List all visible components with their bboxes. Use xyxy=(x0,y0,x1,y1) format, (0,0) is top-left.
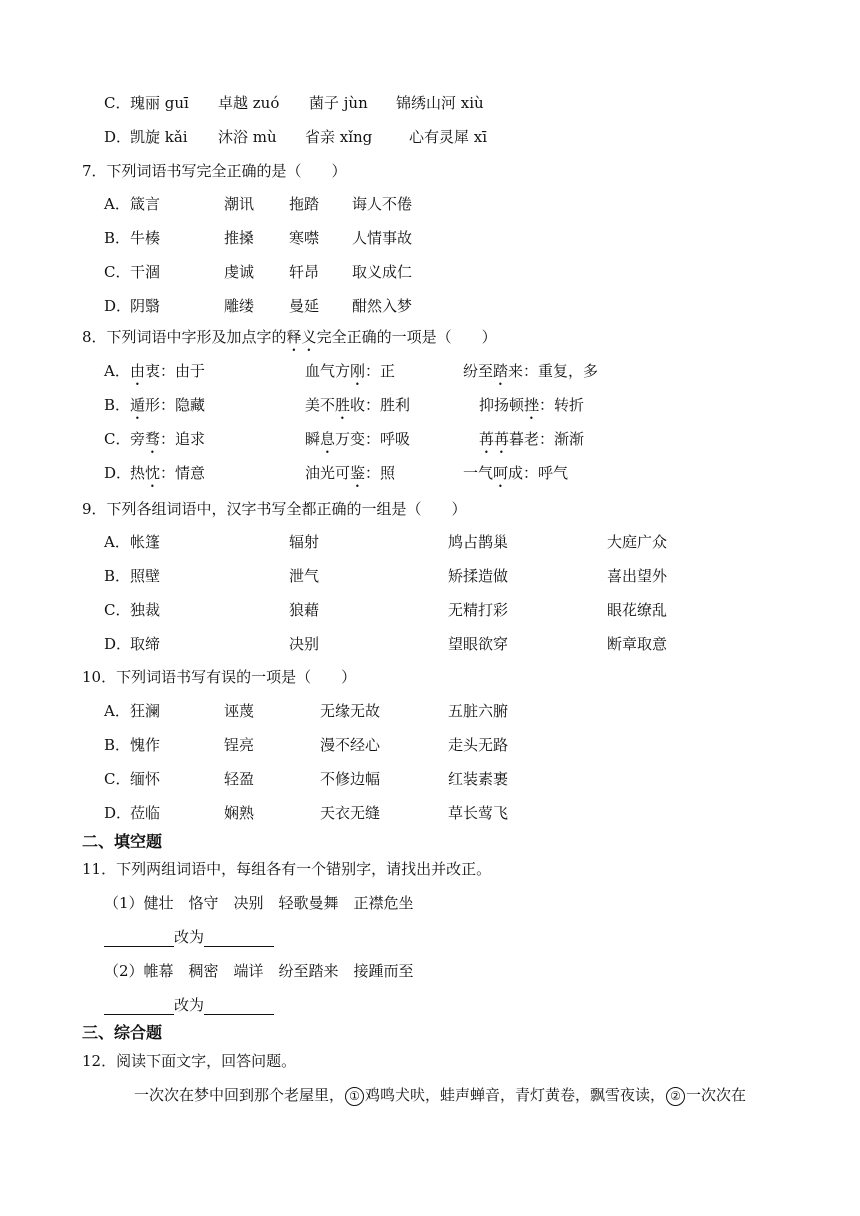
q10-option-item: 走头无路 xyxy=(448,736,509,754)
q10-option-item: 缅怀 xyxy=(130,770,161,788)
q11-group-2: （2）帷幕 稠密 端详 纷至踏来 接踵而至 xyxy=(104,962,414,980)
q9-option-label: C． xyxy=(104,601,131,619)
q7-option-item: 雕缕 xyxy=(224,297,255,315)
q7-option-item: 阴翳 xyxy=(130,297,161,315)
q8-option-item xyxy=(130,463,205,491)
q11-group-1: （1）健壮 恪守 决别 轻歌曼舞 正襟危坐 xyxy=(104,894,414,912)
q12-stem: 12．阅读下面文字，回答问题。 xyxy=(82,1052,297,1070)
q7-option-item: 虔诚 xyxy=(224,263,255,281)
q9-option-item: 泄气 xyxy=(289,567,320,585)
section-heading-comprehensive: 三、综合题 xyxy=(82,1023,163,1042)
dotted-char: 由 xyxy=(130,362,146,380)
q6-c-item-4: 锦绣山河 xiù xyxy=(396,94,484,112)
q7-option-item: 诲人不倦 xyxy=(352,195,413,213)
q9-option-item: 大庭广众 xyxy=(607,533,668,551)
item-text: ：转折 xyxy=(539,396,585,414)
q9-option-item: 辐射 xyxy=(289,533,320,551)
q10-option-item: 娴熟 xyxy=(224,804,255,822)
q6-option-d: D． xyxy=(104,128,132,146)
dotted-char: 挫 xyxy=(524,396,540,414)
passage-text: 一次次在梦中回到那个老屋里， xyxy=(134,1086,345,1104)
item-text: 抑扬顿 xyxy=(479,396,525,414)
answer-blank[interactable] xyxy=(204,931,274,947)
answer-blank[interactable] xyxy=(104,931,174,947)
q7-option-item: 人情事故 xyxy=(352,229,413,247)
q6-d-item-4: 心有灵犀 xī xyxy=(409,128,488,146)
q7-option-item: 推搡 xyxy=(224,229,255,247)
dotted-char: 息 xyxy=(320,430,336,448)
q8-option-item xyxy=(305,429,410,457)
q10-stem: 10．下列词语书写有误的一项是（ ） xyxy=(82,668,357,686)
q6-d-item-2: 沐浴 mù xyxy=(218,128,277,146)
q6-c-item-3: 菌子 jùn xyxy=(309,94,368,112)
q10-option-label: A． xyxy=(104,702,130,720)
item-text: 收：胜利 xyxy=(350,396,411,414)
item-text: ：情意 xyxy=(160,464,206,482)
q10-option-label: C． xyxy=(104,770,131,788)
q6-option-c: C． xyxy=(104,94,131,112)
q7-option-item: 轩昂 xyxy=(289,263,320,281)
q7-stem: 7．下列词语书写完全正确的是（ ） xyxy=(82,162,347,180)
q11-answer-2 xyxy=(104,995,274,1015)
q10-option-item: 五脏六腑 xyxy=(448,702,509,720)
passage-text: 鸡鸣犬吠，蛙声蝉音，青灯黄卷，飘雪夜读， xyxy=(365,1086,666,1104)
item-text: ：照 xyxy=(365,464,396,482)
q7-option-item: 寒噤 xyxy=(289,229,320,247)
q8-option-label: B． xyxy=(104,396,131,414)
q7-option-item: 取义成仁 xyxy=(352,263,413,281)
q6-c-item-2: 卓越 zuó xyxy=(218,94,280,112)
q9-option-item: 望眼欲穿 xyxy=(448,635,509,653)
q8-option-label: A． xyxy=(104,362,130,380)
q8-stem-dotted: 释义 xyxy=(286,328,317,346)
q8-option-item xyxy=(479,429,584,457)
item-text: 美不 xyxy=(305,396,336,414)
q10-option-item: 莅临 xyxy=(130,804,161,822)
q9-option-label: D． xyxy=(104,635,132,653)
dotted-char: 呵 xyxy=(493,464,509,482)
dotted-char: 踏 xyxy=(493,362,509,380)
q10-option-item: 漫不经心 xyxy=(320,736,381,754)
q9-option-item: 决别 xyxy=(289,635,320,653)
q10-option-item: 愧作 xyxy=(130,736,161,754)
item-text: 成：呼气 xyxy=(508,464,569,482)
dotted-char: 刚 xyxy=(350,362,366,380)
q8-option-label: C． xyxy=(104,430,131,448)
q8-option-item xyxy=(305,361,395,389)
q8-option-item xyxy=(479,395,584,423)
q8-option-item xyxy=(305,395,410,423)
q8-option-label: D． xyxy=(104,464,132,482)
q9-option-item: 狼藉 xyxy=(289,601,320,619)
dotted-char: 鉴 xyxy=(350,464,366,482)
q10-option-item: 锃亮 xyxy=(224,736,255,754)
q9-option-item: 取缔 xyxy=(130,635,161,653)
item-text: 血气方 xyxy=(305,362,351,380)
q8-option-item xyxy=(463,361,598,389)
q7-option-item: 拖踏 xyxy=(289,195,320,213)
q9-option-item: 眼花缭乱 xyxy=(607,601,668,619)
q7-option-label: B． xyxy=(104,229,131,247)
q10-option-item: 天衣无缝 xyxy=(320,804,381,822)
q9-option-item: 照壁 xyxy=(130,567,161,585)
dotted-char: 遁 xyxy=(130,396,146,414)
q10-option-item: 红装素裹 xyxy=(448,770,509,788)
q9-option-item: 矫揉造做 xyxy=(448,567,509,585)
item-text: 热 xyxy=(130,464,146,482)
circled-number-2: ② xyxy=(666,1087,685,1106)
dotted-char: 骛 xyxy=(145,430,161,448)
item-text: ：追求 xyxy=(160,430,206,448)
q7-option-label: D． xyxy=(104,297,132,315)
dotted-char: 胜 xyxy=(335,396,351,414)
item-text: 来：重复，多 xyxy=(508,362,599,380)
item-text: 瞬 xyxy=(305,430,321,448)
q7-option-item: 牛楱 xyxy=(130,229,161,247)
q10-option-item: 不修边幅 xyxy=(320,770,381,788)
q7-option-label: A． xyxy=(104,195,130,213)
q8-option-item xyxy=(130,361,205,389)
q9-option-label: A． xyxy=(104,533,130,551)
q7-option-item: 干涸 xyxy=(130,263,161,281)
q7-option-item: 曼延 xyxy=(289,297,320,315)
q9-option-item: 无精打彩 xyxy=(448,601,509,619)
q6-d-item-3: 省亲 xǐng xyxy=(305,128,373,146)
item-text: 形：隐藏 xyxy=(145,396,206,414)
passage-text: 一次次在 xyxy=(686,1086,747,1104)
q8-stem xyxy=(82,327,497,355)
dotted-char: 苒苒 xyxy=(479,430,510,448)
q9-option-item: 喜出望外 xyxy=(607,567,668,585)
item-text: 一气 xyxy=(463,464,494,482)
q6-d-item-1: 凯旋 kǎi xyxy=(130,128,188,146)
q7-option-item: 箴言 xyxy=(130,195,161,213)
q10-option-item: 草长莺飞 xyxy=(448,804,509,822)
q9-option-item: 断章取意 xyxy=(607,635,668,653)
q8-option-item xyxy=(305,463,395,491)
answer-blank[interactable] xyxy=(104,999,174,1015)
q8-option-item xyxy=(130,395,205,423)
q10-option-item: 无缘无故 xyxy=(320,702,381,720)
q12-passage xyxy=(134,1085,746,1106)
q6-c-item-1: 瑰丽 guī xyxy=(130,94,189,112)
section-heading-fill-blank: 二、填空题 xyxy=(82,832,163,851)
dotted-char: 忱 xyxy=(145,464,161,482)
q9-stem: 9．下列各组词语中，汉字书写全都正确的一组是（ ） xyxy=(82,500,467,518)
q9-option-item: 帐篷 xyxy=(130,533,161,551)
item-text: 旁 xyxy=(130,430,146,448)
q9-option-item: 独裁 xyxy=(130,601,161,619)
q8-option-item xyxy=(130,429,205,457)
q7-option-label: C． xyxy=(104,263,131,281)
item-text: 万变：呼吸 xyxy=(335,430,411,448)
q10-option-item: 诬蔑 xyxy=(224,702,255,720)
change-label: 改为 xyxy=(174,996,205,1014)
item-text: ：正 xyxy=(365,362,396,380)
q8-stem-post: 完全正确的一项是（ ） xyxy=(316,328,497,346)
q10-option-label: B． xyxy=(104,736,131,754)
q9-option-label: B． xyxy=(104,567,131,585)
answer-blank[interactable] xyxy=(204,999,274,1015)
q9-option-item: 鸠占鹊巢 xyxy=(448,533,509,551)
change-label: 改为 xyxy=(174,928,205,946)
q8-stem-pre: 8．下列词语中字形及加点字的 xyxy=(82,328,287,346)
q10-option-label: D． xyxy=(104,804,132,822)
item-text: 暮老：渐渐 xyxy=(509,430,585,448)
item-text: 纷至 xyxy=(463,362,494,380)
q7-option-item: 潮讯 xyxy=(224,195,255,213)
item-text: 衷：由于 xyxy=(145,362,206,380)
q10-option-item: 狂澜 xyxy=(130,702,161,720)
circled-number-1: ① xyxy=(345,1087,364,1106)
q11-stem: 11．下列两组词语中，每组各有一个错别字，请找出并改正。 xyxy=(82,860,492,878)
item-text: 油光可 xyxy=(305,464,351,482)
q8-option-item xyxy=(463,463,568,491)
q11-answer-1 xyxy=(104,927,274,947)
q7-option-item: 酣然入梦 xyxy=(352,297,413,315)
q10-option-item: 轻盈 xyxy=(224,770,255,788)
